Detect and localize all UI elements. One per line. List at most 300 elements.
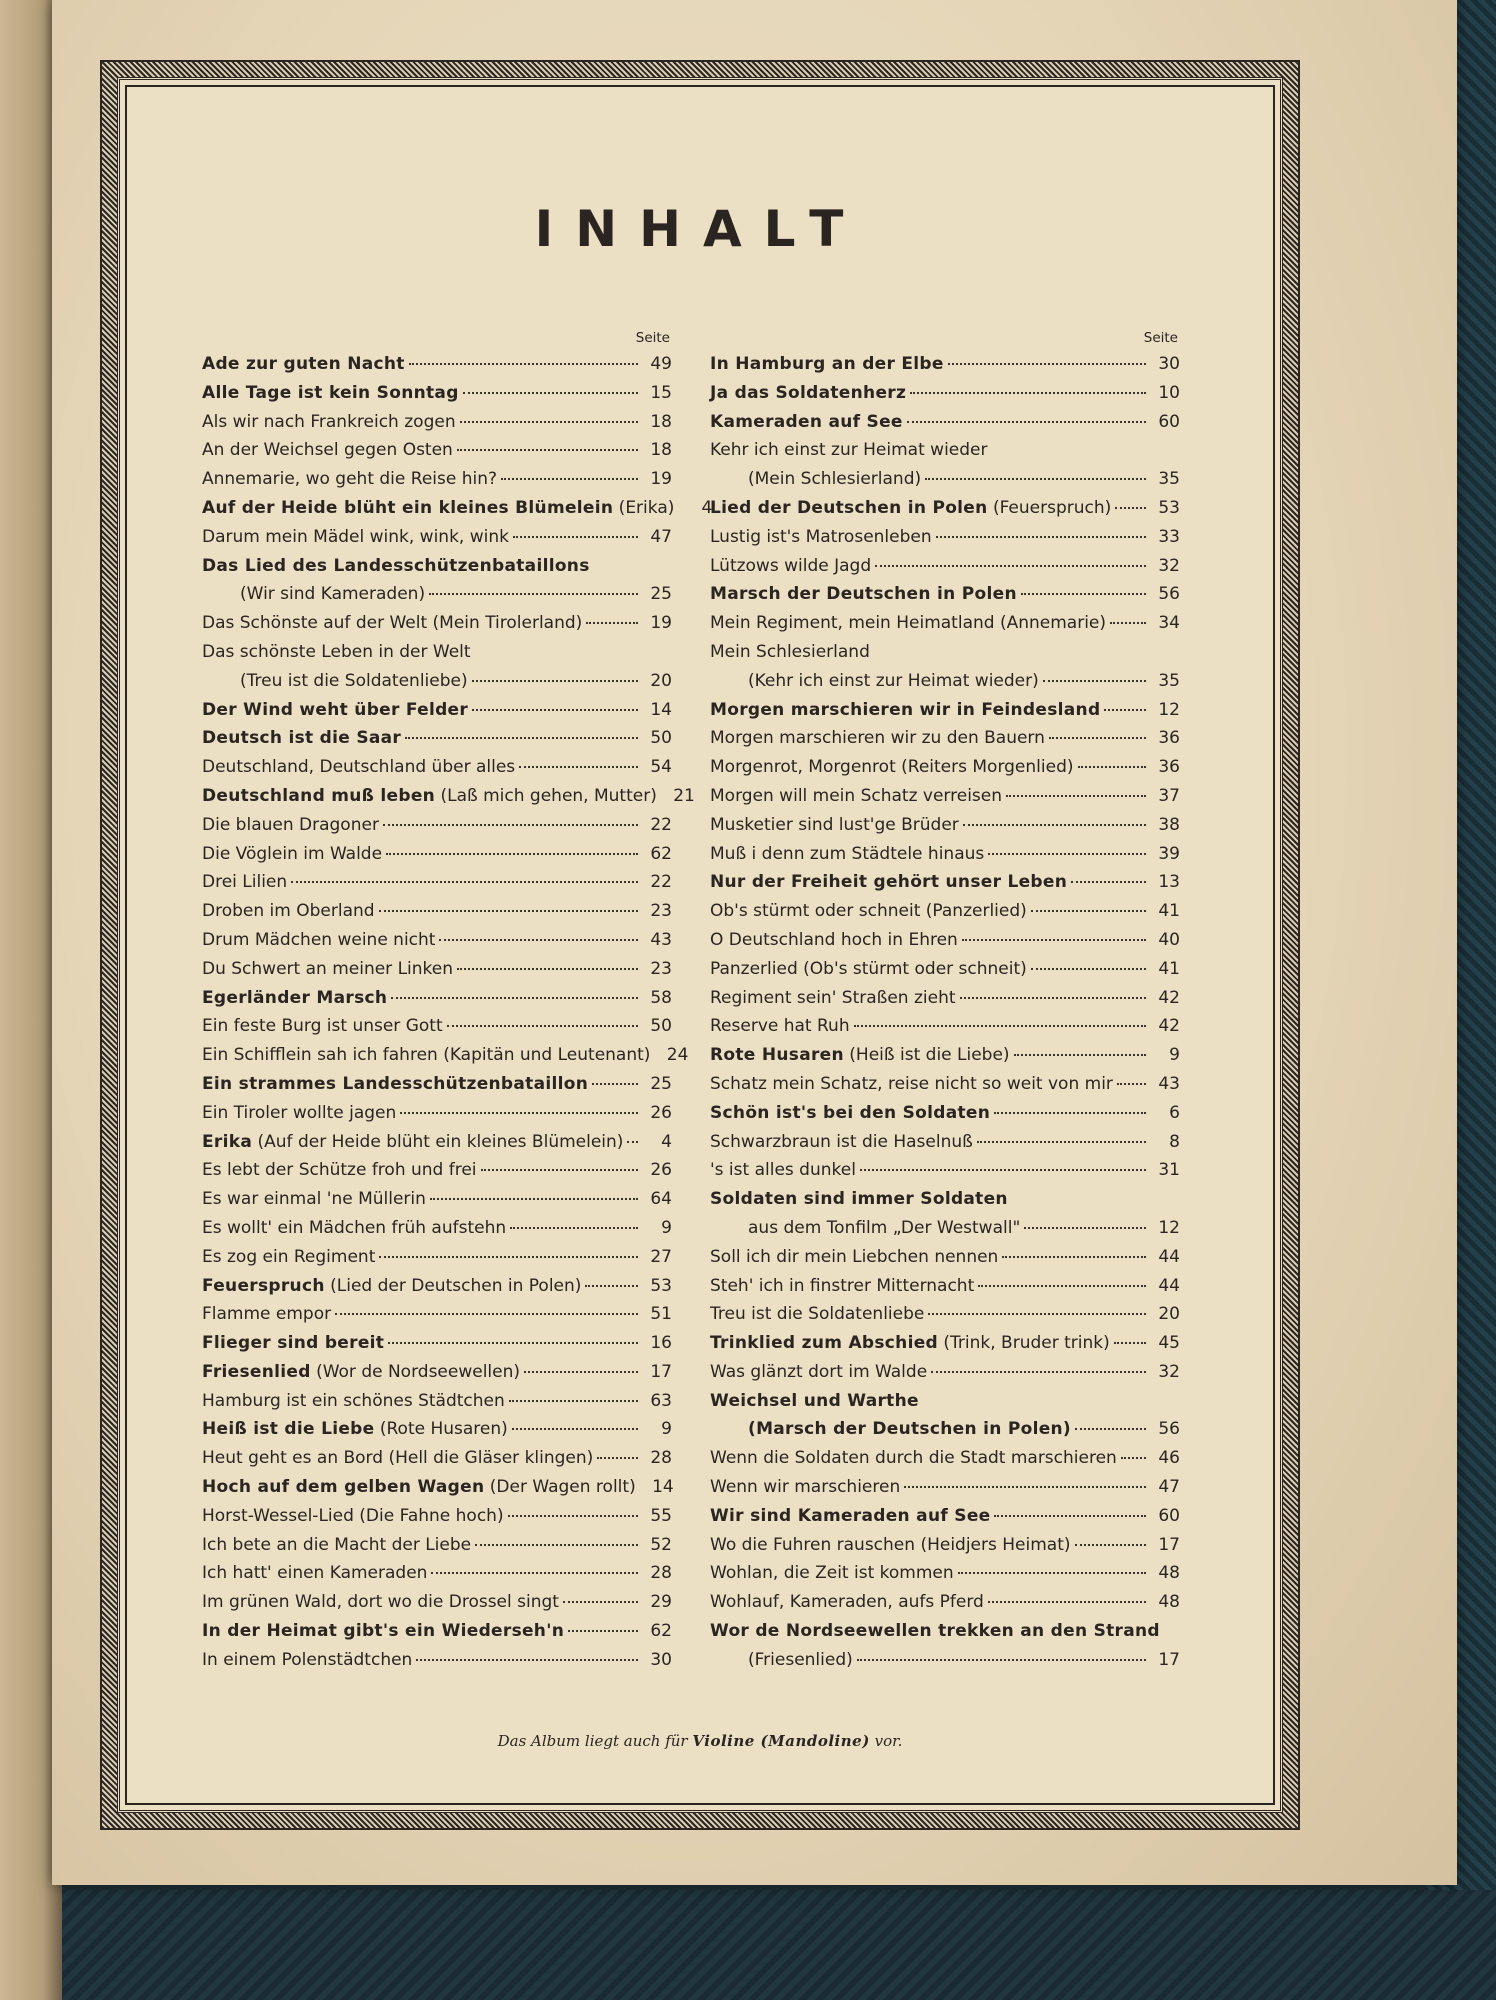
decorative-border bbox=[100, 60, 1300, 1830]
toc-entry bbox=[202, 350, 672, 379]
entry-title bbox=[202, 552, 590, 581]
entry-title bbox=[710, 1329, 1110, 1358]
dot-leader bbox=[386, 852, 638, 855]
entry-title bbox=[202, 1646, 412, 1675]
entry-title-regular: Treu ist die Soldatenliebe bbox=[710, 1304, 925, 1325]
entry-title bbox=[202, 1156, 477, 1185]
toc-entry bbox=[710, 1502, 1180, 1531]
page-number: 39 bbox=[1158, 843, 1180, 864]
entry-title bbox=[202, 436, 453, 465]
toc-entry bbox=[710, 1559, 1180, 1588]
page-number: 13 bbox=[1158, 872, 1180, 893]
entry-title-regular: aus dem Tonfilm „Der Westwall" bbox=[748, 1217, 1021, 1238]
toc-entry bbox=[710, 1358, 1180, 1387]
toc-entry bbox=[710, 1156, 1180, 1185]
entry-title bbox=[710, 408, 903, 437]
toc-entry bbox=[202, 1588, 672, 1617]
page-number: 49 bbox=[650, 354, 672, 374]
toc-entry bbox=[202, 1415, 672, 1444]
entry-title-regular: (Auf der Heide blüht ein kleines Blümelein) bbox=[252, 1131, 624, 1152]
entry-title bbox=[202, 1041, 650, 1070]
dot-leader bbox=[988, 852, 1146, 855]
page-number: 44 bbox=[1158, 1246, 1180, 1267]
entry-title-bold: Rote Husaren bbox=[710, 1045, 844, 1066]
page-number: 41 bbox=[1158, 958, 1180, 979]
toc-entry bbox=[710, 1588, 1180, 1617]
toc-entry bbox=[710, 638, 1180, 667]
entry-title-regular: Mein Regiment, mein Heimatland (Annemarie) bbox=[710, 613, 1107, 634]
entry-title bbox=[710, 1128, 973, 1157]
page-number: 22 bbox=[650, 814, 672, 835]
dot-leader bbox=[463, 391, 638, 394]
entry-title bbox=[748, 1646, 853, 1675]
footnote-pre: Das Album liegt auch für bbox=[497, 1732, 688, 1750]
dot-leader bbox=[475, 1543, 638, 1546]
page-number: 26 bbox=[650, 1102, 672, 1123]
entry-title-regular: (Wir sind Kameraden) bbox=[240, 584, 426, 605]
dot-leader bbox=[978, 1284, 1146, 1287]
dot-leader bbox=[1043, 679, 1146, 682]
entry-title-bold: Schön ist's bei den Soldaten bbox=[710, 1102, 991, 1123]
dot-leader bbox=[958, 1571, 1146, 1574]
toc-list-left bbox=[202, 350, 713, 1675]
entry-title bbox=[202, 1272, 581, 1301]
entry-title-regular: (Wor de Nordseewellen) bbox=[310, 1361, 521, 1382]
toc-entry bbox=[710, 1531, 1180, 1560]
dot-leader bbox=[977, 1140, 1146, 1143]
entry-title-regular: Muß i denn zum Städtele hinaus bbox=[710, 843, 985, 864]
page-number: 43 bbox=[650, 929, 672, 950]
entry-title-bold: In der Heimat gibt's ein Wiederseh'n bbox=[202, 1621, 565, 1642]
entry-title-regular: Ich bete an die Macht der Liebe bbox=[202, 1534, 472, 1555]
entry-title-bold: Kameraden auf See bbox=[710, 411, 903, 432]
toc-entry bbox=[710, 1070, 1180, 1099]
entry-title bbox=[240, 667, 468, 696]
entry-title bbox=[202, 1300, 331, 1329]
content-frame bbox=[117, 77, 1283, 1813]
toc-entry bbox=[202, 1214, 672, 1243]
page-number: 23 bbox=[650, 958, 672, 979]
toc-entry bbox=[710, 696, 1180, 725]
page-number: 8 bbox=[1169, 1131, 1180, 1152]
entry-title bbox=[710, 1358, 927, 1387]
toc-entry bbox=[710, 1272, 1180, 1301]
entry-title-bold: Lied der Deutschen in Polen bbox=[710, 497, 988, 518]
entry-title-bold: In Hamburg an der Elbe bbox=[710, 354, 944, 374]
page-number: 18 bbox=[650, 440, 672, 461]
page-number: 25 bbox=[650, 1073, 672, 1094]
dot-leader bbox=[460, 420, 638, 423]
page-number: 29 bbox=[650, 1592, 672, 1613]
toc-entry bbox=[202, 926, 672, 955]
toc-entry bbox=[202, 580, 672, 609]
page-title: INHALT bbox=[534, 200, 866, 258]
entry-title-regular: (Mein Schlesierland) bbox=[748, 469, 922, 490]
entry-title-regular: (Rote Husaren) bbox=[374, 1419, 508, 1440]
dot-leader bbox=[854, 1024, 1146, 1027]
dot-leader bbox=[1075, 1543, 1146, 1546]
page-number: 60 bbox=[1158, 1505, 1180, 1526]
entry-title bbox=[202, 1387, 505, 1416]
entry-title bbox=[710, 1531, 1071, 1560]
dot-leader bbox=[400, 1111, 638, 1114]
dot-leader bbox=[519, 765, 638, 768]
entry-title bbox=[202, 494, 674, 523]
page-number: 20 bbox=[1158, 1304, 1180, 1325]
entry-title-regular: Lustig ist's Matrosenleben bbox=[710, 526, 932, 547]
toc-entry bbox=[710, 1243, 1180, 1272]
entry-title-regular: In einem Polenstädtchen bbox=[202, 1649, 413, 1670]
dot-leader bbox=[1078, 765, 1147, 768]
dot-leader bbox=[472, 679, 638, 682]
entry-title-bold: Morgen marschieren wir in Feindesland bbox=[710, 699, 1101, 720]
toc-entry bbox=[202, 1358, 672, 1387]
page-number: 55 bbox=[650, 1505, 672, 1526]
entry-title-regular: 's ist alles dunkel bbox=[710, 1160, 856, 1181]
entry-title bbox=[202, 1473, 636, 1502]
entry-title-regular: (Laß mich gehen, Mutter) bbox=[435, 785, 657, 806]
seite-header-right: Seite bbox=[1143, 330, 1178, 346]
page-number: 18 bbox=[650, 411, 672, 432]
dot-leader bbox=[430, 1197, 638, 1200]
dot-leader bbox=[857, 1658, 1146, 1661]
page-number: 52 bbox=[650, 1534, 672, 1555]
toc-entry bbox=[202, 1272, 672, 1301]
entry-title bbox=[202, 1070, 588, 1099]
toc-entry bbox=[202, 436, 672, 465]
toc-entry bbox=[202, 465, 672, 494]
dot-leader bbox=[409, 362, 638, 365]
toc-list-right bbox=[710, 350, 1180, 1675]
entry-title-bold: Flieger sind bereit bbox=[202, 1333, 385, 1354]
dot-leader bbox=[1031, 967, 1146, 970]
toc-entry bbox=[710, 1617, 1180, 1646]
page-number: 17 bbox=[650, 1361, 672, 1382]
entry-title bbox=[202, 465, 497, 494]
toc-entry bbox=[202, 1329, 672, 1358]
dot-leader bbox=[405, 736, 638, 739]
toc-entry bbox=[710, 955, 1180, 984]
page-number: 25 bbox=[650, 584, 672, 605]
dot-leader bbox=[931, 1370, 1146, 1373]
toc-entry bbox=[710, 609, 1180, 638]
entry-title-regular: Annemarie, wo geht die Reise hin? bbox=[202, 469, 498, 490]
entry-title-regular: Es zog ein Regiment bbox=[202, 1246, 376, 1267]
entry-title bbox=[710, 523, 932, 552]
entry-title bbox=[202, 840, 382, 869]
dot-leader bbox=[875, 564, 1146, 567]
page-number: 36 bbox=[1158, 757, 1180, 778]
page-number: 63 bbox=[650, 1390, 672, 1411]
toc-entry bbox=[710, 868, 1180, 897]
entry-title-regular: (Kehr ich einst zur Heimat wieder) bbox=[748, 670, 1039, 691]
dot-leader bbox=[447, 1024, 638, 1027]
dot-leader bbox=[907, 420, 1146, 423]
entry-title bbox=[710, 1588, 984, 1617]
page-number: 53 bbox=[1158, 497, 1180, 518]
entry-title-regular: Wenn wir marschieren bbox=[710, 1477, 901, 1498]
page-number: 34 bbox=[1158, 613, 1180, 634]
entry-title-regular: Drei Lilien bbox=[202, 872, 288, 893]
entry-title-regular: Heut geht es an Bord (Hell die Gläser klingen) bbox=[202, 1448, 594, 1469]
page-number: 45 bbox=[1158, 1333, 1180, 1354]
page-number: 21 bbox=[673, 785, 695, 806]
entry-title bbox=[202, 523, 509, 552]
dot-leader bbox=[936, 535, 1146, 538]
toc-column-right bbox=[710, 330, 1180, 1675]
entry-title bbox=[710, 494, 1111, 523]
dot-leader bbox=[627, 1140, 638, 1143]
toc-entry bbox=[202, 1041, 689, 1070]
toc-entry bbox=[202, 1473, 672, 1502]
page-number: 26 bbox=[650, 1160, 672, 1181]
toc-entry bbox=[202, 1646, 672, 1675]
entry-title-regular: Mein Schlesierland bbox=[710, 641, 870, 662]
seite-header-left: Seite bbox=[635, 330, 670, 346]
entry-title-regular: Flamme empor bbox=[202, 1304, 332, 1325]
toc-entry bbox=[710, 840, 1180, 869]
page-number: 41 bbox=[1158, 901, 1180, 922]
dot-leader bbox=[568, 1629, 638, 1632]
entry-title-regular: O Deutschland hoch in Ehren bbox=[710, 929, 958, 950]
page-number: 38 bbox=[1158, 814, 1180, 835]
dot-leader bbox=[563, 1600, 638, 1603]
toc-entry bbox=[710, 1185, 1180, 1214]
page-number: 32 bbox=[1158, 1361, 1180, 1382]
page-number: 43 bbox=[1158, 1073, 1180, 1094]
toc-entry bbox=[202, 1300, 672, 1329]
entry-title-regular: Du Schwert an meiner Linken bbox=[202, 958, 454, 979]
dot-leader bbox=[472, 708, 638, 711]
toc-entry bbox=[202, 840, 672, 869]
toc-entry bbox=[202, 696, 672, 725]
entry-title-regular: Es wollt' ein Mädchen früh aufstehn bbox=[202, 1217, 507, 1238]
page-number: 46 bbox=[1158, 1448, 1180, 1469]
toc-entry bbox=[710, 1646, 1180, 1675]
entry-title bbox=[202, 1617, 564, 1646]
toc-entry bbox=[202, 782, 695, 811]
dot-leader bbox=[1115, 506, 1146, 509]
toc-entry bbox=[710, 1387, 1180, 1416]
toc-entry bbox=[710, 436, 1180, 465]
dot-leader bbox=[1117, 1082, 1146, 1085]
entry-title bbox=[748, 667, 1039, 696]
entry-title bbox=[202, 1415, 508, 1444]
entry-title bbox=[202, 1099, 396, 1128]
dot-leader bbox=[291, 880, 638, 883]
toc-entry bbox=[710, 1473, 1180, 1502]
toc-entry bbox=[710, 408, 1180, 437]
entry-title-regular: Was glänzt dort im Walde bbox=[710, 1361, 928, 1382]
page-number: 10 bbox=[1158, 382, 1180, 403]
dot-leader bbox=[501, 477, 638, 480]
toc-entry bbox=[710, 1099, 1180, 1128]
dot-leader bbox=[597, 1456, 638, 1459]
background-fabric-bottom bbox=[0, 1890, 1496, 2000]
entry-title-regular: Morgen marschieren wir zu den Bauern bbox=[710, 728, 1045, 749]
dot-leader bbox=[988, 1600, 1146, 1603]
dot-leader bbox=[388, 1341, 638, 1344]
toc-entry bbox=[710, 984, 1180, 1013]
page-number: 44 bbox=[1158, 1275, 1180, 1296]
dot-leader bbox=[379, 1255, 638, 1258]
entry-title bbox=[202, 724, 401, 753]
toc-entry bbox=[202, 1531, 672, 1560]
toc-entry bbox=[710, 379, 1180, 408]
entry-title-regular: Musketier sind lust'ge Brüder bbox=[710, 814, 959, 835]
entry-title bbox=[202, 868, 287, 897]
entry-title bbox=[202, 926, 435, 955]
entry-title-regular: Wohlan, die Zeit ist kommen bbox=[710, 1563, 954, 1584]
entry-title-bold: Friesenlied bbox=[202, 1361, 311, 1382]
entry-title bbox=[710, 1099, 990, 1128]
toc-entry bbox=[710, 1012, 1180, 1041]
page-number: 19 bbox=[650, 613, 672, 634]
page-number: 9 bbox=[1169, 1045, 1180, 1066]
page-number: 17 bbox=[1158, 1649, 1180, 1670]
page-number: 36 bbox=[1158, 728, 1180, 749]
entry-title-regular: (Friesenlied) bbox=[748, 1649, 853, 1670]
dot-leader bbox=[509, 1399, 638, 1402]
dot-leader bbox=[391, 996, 638, 999]
entry-title bbox=[202, 1012, 443, 1041]
entry-title bbox=[710, 552, 871, 581]
entry-title-regular: Wenn die Soldaten durch die Stadt marschieren bbox=[710, 1448, 1117, 1469]
entry-title-bold: (Marsch der Deutschen in Polen) bbox=[748, 1419, 1071, 1440]
entry-title-regular: Wo die Fuhren rauschen (Heidjers Heimat) bbox=[710, 1534, 1071, 1555]
toc-entry bbox=[202, 984, 672, 1013]
page-number: 28 bbox=[650, 1563, 672, 1584]
entry-title bbox=[710, 811, 959, 840]
page-number: 9 bbox=[661, 1419, 672, 1440]
toc-entry bbox=[202, 667, 672, 696]
toc-entry bbox=[710, 1128, 1180, 1157]
dot-leader bbox=[457, 967, 638, 970]
entry-title-regular: Es war einmal 'ne Müllerin bbox=[202, 1189, 426, 1210]
entry-title bbox=[710, 696, 1100, 725]
entry-title bbox=[202, 350, 405, 379]
toc-entry bbox=[710, 811, 1180, 840]
dot-leader bbox=[1075, 1427, 1146, 1430]
dot-leader bbox=[910, 391, 1146, 394]
entry-title-regular: Ich hatt' einen Kameraden bbox=[202, 1563, 428, 1584]
entry-title bbox=[202, 897, 375, 926]
entry-title bbox=[202, 1243, 375, 1272]
entry-title bbox=[748, 1214, 1020, 1243]
dot-leader bbox=[335, 1312, 638, 1315]
entry-title bbox=[202, 1128, 623, 1157]
toc-entry bbox=[710, 724, 1180, 753]
toc-entry bbox=[710, 1415, 1180, 1444]
page-number: 50 bbox=[650, 728, 672, 749]
toc-entry bbox=[202, 1502, 672, 1531]
page-number: 48 bbox=[1158, 1592, 1180, 1613]
page-number: 50 bbox=[650, 1016, 672, 1037]
entry-title-bold: Alle Tage ist kein Sonntag bbox=[202, 382, 459, 403]
page-number: 14 bbox=[652, 1477, 674, 1498]
entry-title bbox=[710, 1012, 850, 1041]
entry-title-regular: Regiment sein' Straßen zieht bbox=[710, 987, 956, 1008]
toc-entry bbox=[202, 1243, 672, 1272]
entry-title-regular: Soll ich dir mein Liebchen nennen bbox=[710, 1246, 999, 1267]
entry-title-bold: Ja das Soldatenherz bbox=[710, 382, 907, 403]
entry-title-regular: (Lied der Deutschen in Polen) bbox=[324, 1275, 582, 1296]
dot-leader bbox=[1031, 909, 1146, 912]
entry-title bbox=[202, 1358, 520, 1387]
entry-title-regular: (Erika) bbox=[613, 497, 675, 518]
page-number: 4 bbox=[701, 497, 713, 518]
toc-entry bbox=[202, 494, 713, 523]
entry-title bbox=[710, 897, 1027, 926]
dot-leader bbox=[481, 1168, 638, 1171]
dot-leader bbox=[1114, 1341, 1146, 1344]
toc-entry bbox=[202, 552, 672, 581]
dot-leader bbox=[383, 823, 638, 826]
entry-title bbox=[202, 1588, 559, 1617]
dot-leader bbox=[1071, 880, 1146, 883]
entry-title-regular: (Heiß ist die Liebe) bbox=[843, 1045, 1010, 1066]
entry-title bbox=[710, 724, 1045, 753]
toc-entry bbox=[710, 1041, 1180, 1070]
entry-title-bold: Hoch auf dem gelben Wagen bbox=[202, 1477, 485, 1498]
toc-entry bbox=[202, 609, 672, 638]
dot-leader bbox=[379, 909, 638, 912]
entry-title bbox=[710, 955, 1027, 984]
page-number: 56 bbox=[1158, 1419, 1180, 1440]
entry-title-bold: Egerländer Marsch bbox=[202, 987, 388, 1008]
toc-column-left bbox=[202, 330, 713, 1675]
toc-entry bbox=[202, 897, 672, 926]
entry-title-regular: Schwarzbraun ist die Haselnuß bbox=[710, 1131, 973, 1152]
entry-title bbox=[240, 580, 425, 609]
toc-entry bbox=[710, 1300, 1180, 1329]
entry-title-bold: Das Lied des Landesschützenbataillons bbox=[202, 555, 590, 576]
entry-title-bold: Wor de Nordseewellen trekken an den Strand bbox=[710, 1621, 1160, 1642]
page-number: 31 bbox=[1158, 1160, 1180, 1181]
dot-leader bbox=[512, 1427, 638, 1430]
entry-title bbox=[710, 350, 944, 379]
page-number: 47 bbox=[650, 526, 672, 547]
entry-title bbox=[710, 1070, 1113, 1099]
toc-entry bbox=[710, 897, 1180, 926]
dot-leader bbox=[1006, 794, 1146, 797]
page-number: 15 bbox=[650, 382, 672, 403]
entry-title bbox=[710, 984, 956, 1013]
dot-leader bbox=[592, 1082, 638, 1085]
entry-title bbox=[710, 1502, 990, 1531]
toc-entry bbox=[710, 523, 1180, 552]
page-number: 47 bbox=[1158, 1477, 1180, 1498]
toc-entry bbox=[202, 724, 672, 753]
entry-title bbox=[202, 379, 459, 408]
page-number: 20 bbox=[650, 670, 672, 691]
entry-title-regular: Morgenrot, Morgenrot (Reiters Morgenlied) bbox=[710, 757, 1074, 778]
page-number: 58 bbox=[650, 987, 672, 1008]
entry-title bbox=[710, 1185, 1008, 1214]
toc-entry bbox=[710, 1444, 1180, 1473]
entry-title bbox=[710, 580, 1017, 609]
entry-title bbox=[202, 955, 453, 984]
entry-title-regular: Die Vöglein im Walde bbox=[202, 843, 383, 864]
page-number: 53 bbox=[650, 1275, 672, 1296]
page-number: 37 bbox=[1158, 785, 1180, 806]
entry-title-bold: Soldaten sind immer Soldaten bbox=[710, 1189, 1008, 1210]
entry-title bbox=[710, 379, 906, 408]
toc-entry bbox=[710, 753, 1180, 782]
entry-title-regular: Morgen will mein Schatz verreisen bbox=[710, 785, 1003, 806]
page-number: 30 bbox=[650, 1649, 672, 1670]
entry-title bbox=[202, 811, 379, 840]
